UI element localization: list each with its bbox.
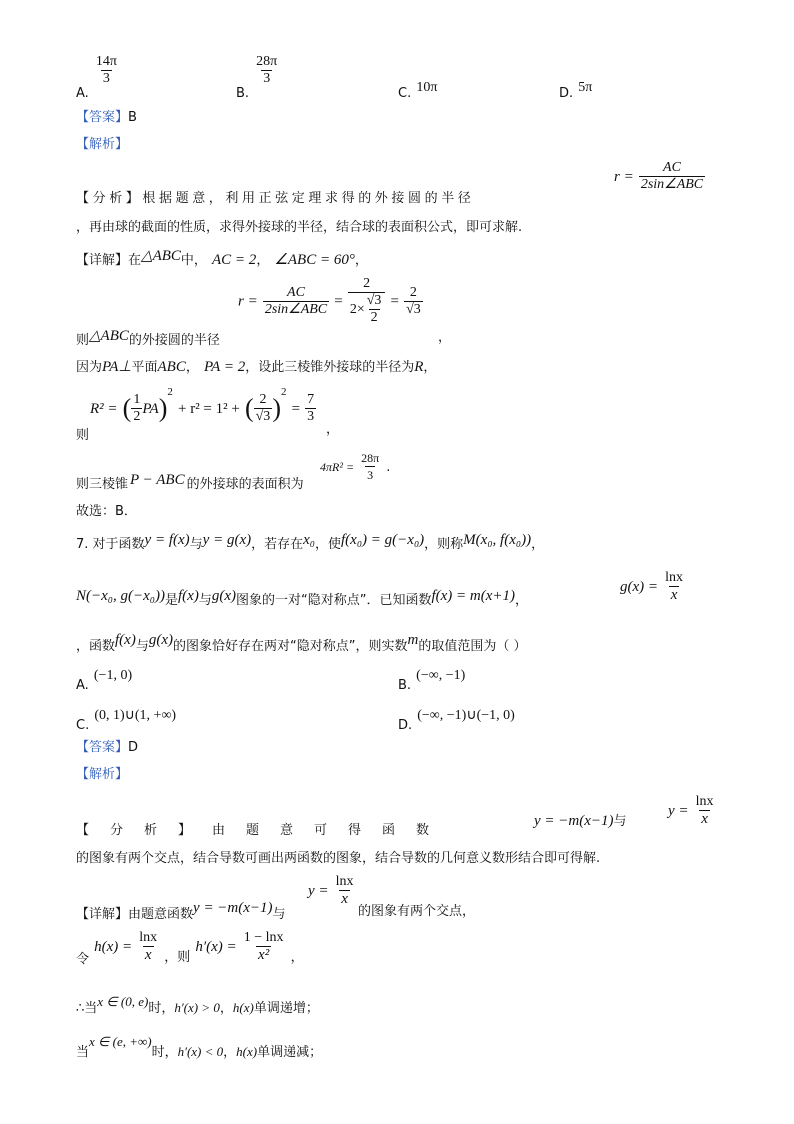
r-frac: [254, 392, 273, 425]
label: B.: [398, 678, 412, 693]
text: .: [386, 460, 391, 475]
q6-R-comma: ，: [326, 422, 340, 437]
num: 2: [363, 276, 371, 291]
q7-option-c: [76, 704, 176, 733]
q7-detail-line-3: [76, 994, 319, 1016]
q6-option-a-value: [94, 54, 119, 87]
q7-option-a: [76, 664, 132, 693]
q7-stem-line-3: [76, 632, 526, 654]
num: 7: [307, 392, 315, 407]
q6-option-d-label: D.: [559, 86, 574, 101]
math: h′(x) > 0: [174, 1000, 220, 1015]
q7-analysis-tag: 【解析】: [76, 767, 129, 782]
answer-tag: 【答案】: [76, 110, 129, 125]
math: =: [291, 401, 301, 417]
q6-analysis-formula: [614, 160, 705, 193]
den: 2: [370, 310, 378, 325]
text: 与: [189, 537, 203, 552]
label: A.: [76, 678, 89, 693]
text: 是: [164, 593, 178, 608]
math: △ABC: [141, 248, 181, 264]
q6-analysis-lead: 【分析】根据题意，利用正弦定理求得的外接圆的半径: [76, 191, 475, 206]
q6-answer: [76, 106, 137, 125]
math: f(x): [178, 588, 199, 604]
den-part: 2×: [349, 301, 365, 317]
text: 当: [76, 1045, 90, 1060]
q7-analysis-text: 【分析】由题意可得函数: [76, 823, 451, 838]
text: ，则: [164, 950, 191, 965]
q6-option-a-num: 14π: [95, 54, 117, 69]
text: ，使: [315, 537, 342, 552]
text: ，: [256, 253, 270, 268]
half-frac: [131, 392, 142, 425]
text: 则: [76, 333, 90, 348]
text: ，函数: [76, 639, 116, 654]
math: x ∈ (e, +∞): [89, 1034, 152, 1049]
q6-radius-formula: r = $\frac{AC}{\text{2sin∠ABC}}$ = 2 2× $\frac{√3}{2}$ = $\frac{2}{√3}$: [238, 276, 421, 325]
lhs: R² =: [90, 401, 118, 417]
label: D.: [398, 718, 413, 733]
question-number: 7. 对于函数: [76, 537, 145, 552]
q6-option-d-value: 5π: [578, 80, 593, 95]
lnx-frac: [334, 874, 356, 907]
q6-analysis-text: [76, 187, 474, 206]
text: 令: [76, 952, 90, 967]
math: h(x): [232, 1000, 254, 1015]
den: 3: [367, 468, 374, 482]
q6-option-b: [236, 54, 279, 101]
text: 在: [128, 253, 142, 268]
q7-detail-line-1-end: 的图象有两个交点，: [358, 904, 476, 919]
answer-value: B: [128, 110, 137, 125]
value: (−∞, −1): [416, 668, 466, 683]
text: 时，: [151, 1045, 178, 1060]
math: R: [414, 359, 424, 375]
q6-choose: 故选：B．: [76, 504, 137, 519]
text: 单调递增；: [253, 1001, 319, 1016]
q6-surface-line: [76, 472, 304, 492]
h-frac: [137, 930, 159, 963]
text: ，: [219, 1001, 233, 1016]
num: 1: [133, 392, 141, 407]
value: (−∞, −1)∪(−1, 0): [417, 708, 515, 723]
radius-frac-1: [263, 285, 329, 318]
q6-option-b-value: [254, 54, 279, 87]
math: + r² = 1² +: [177, 401, 240, 417]
text: ∴当: [76, 1001, 98, 1016]
den-compound: [348, 292, 386, 326]
math: PA⊥: [102, 359, 132, 375]
math: y = −m(x−1): [534, 813, 614, 829]
text: 则三棱锥: [76, 477, 129, 492]
num: √3: [366, 293, 382, 308]
math: h(x): [236, 1044, 258, 1059]
num: 2: [409, 284, 417, 300]
math: PA = 2: [203, 359, 246, 375]
lnx-frac: [694, 794, 716, 827]
text: 与: [272, 907, 286, 922]
num: lnx: [695, 794, 714, 809]
q6-detail-line-1: [76, 246, 368, 269]
result-frac: [305, 392, 316, 425]
den: √3: [406, 301, 421, 317]
text: ，: [515, 593, 529, 608]
q6-R-pre: 则: [76, 428, 90, 443]
q6-option-c-label: C.: [398, 86, 412, 101]
math: y = g(x): [202, 532, 252, 548]
math: M(x₀, f(x₀)): [463, 532, 532, 548]
math: g(x): [211, 588, 236, 604]
den-inner-frac: [365, 293, 384, 326]
q6-option-a-label: A.: [76, 86, 89, 101]
math: y =: [668, 803, 689, 819]
q6-pa-line: [76, 356, 436, 376]
math: x ∈ (0, e): [97, 994, 149, 1009]
radius-frac-2: [348, 276, 386, 326]
q7-analysis-continuation: 的图象有两个交点，结合导数可画出两函数的图象，结合导数的几何意义数形结合即可得解.: [76, 851, 601, 866]
q6-option-a: [76, 54, 119, 101]
detail-tag: 【详解】: [76, 253, 129, 268]
text: ，: [290, 950, 304, 965]
q6-option-b-num: 28π: [256, 54, 278, 69]
text: 时，: [148, 1001, 175, 1016]
text: 图象的一对“隐对称点”．已知函数: [236, 593, 432, 608]
q6-option-c-value: 10π: [416, 80, 438, 95]
math: y = f(x): [144, 532, 190, 548]
q7-analysis-formula: [534, 810, 627, 830]
q6-option-b-label: B.: [236, 86, 250, 101]
q6-analysis-tag: 【解析】: [76, 137, 129, 152]
answer-value: D: [128, 740, 139, 755]
g-frac: [663, 570, 685, 603]
q6-surface-formula: [320, 450, 390, 483]
q6-analysis-continuation: ，再由球的截面的性质，求得外接球的半径，结合球的表面积公式，即可求解.: [76, 220, 523, 235]
formula-lhs: r =: [614, 169, 634, 185]
math: m: [407, 632, 419, 648]
den: x: [701, 811, 708, 827]
text: ，设此三棱锥外接球的半径为: [245, 360, 415, 375]
text: 中，: [180, 253, 207, 268]
math: g(x): [148, 632, 174, 648]
radius-lhs: r =: [238, 293, 258, 310]
text: 与: [613, 814, 627, 829]
q6-option-c: [398, 76, 437, 101]
den: x: [670, 587, 678, 603]
math: h(x) =: [94, 939, 133, 955]
q6-radius-comma: ，: [438, 330, 452, 345]
den: 2sin∠ABC: [264, 301, 328, 317]
q7-stem-line-1: [76, 532, 544, 552]
math: ABC: [157, 359, 186, 375]
num: 28π: [361, 451, 380, 465]
den: 2: [133, 409, 141, 424]
text: 的图象恰好存在两对“隐对称点”，则实数: [173, 639, 408, 654]
q6-option-d: [559, 76, 592, 101]
q6-sphere-radius-formula: R² = ( $\frac{1}{2}$ PA)$^2$ + r² = 1² + ( $\frac{2}{√3}$ )$^2$ = $\frac{7}{3}$: [90, 386, 315, 424]
den: 3: [307, 409, 315, 424]
math: f(x₀) = g(−x₀): [341, 532, 425, 548]
q7-detail-line-2: [76, 930, 304, 967]
den: √3: [255, 409, 271, 424]
num: 1 − lnx: [243, 930, 284, 945]
formula-den: 2sin∠ABC: [640, 177, 704, 192]
text: ，: [223, 1045, 237, 1060]
math: y =: [308, 883, 329, 899]
math: h′(x) =: [195, 939, 237, 955]
formula-num: AC: [663, 160, 681, 175]
text: 的取值范围为（ ）: [418, 639, 527, 654]
text: ，则称: [424, 537, 464, 552]
math: f(x): [115, 632, 136, 648]
num: 2: [259, 392, 267, 407]
math: P − ABC: [130, 472, 185, 488]
radius-frac-3: [404, 285, 423, 318]
text: 由题意函数: [128, 907, 194, 922]
text: ，若存在: [251, 537, 304, 552]
detail-tag: 【详解】: [76, 907, 129, 922]
q6-option-b-den: 3: [263, 71, 271, 86]
math: △ABC: [89, 328, 129, 344]
text: 单调递减；: [257, 1045, 323, 1060]
math: N(−x₀, g(−x₀)): [76, 588, 165, 604]
q7-detail-line-1: [76, 900, 286, 922]
text: ，: [531, 537, 545, 552]
math: y = −m(x−1): [193, 900, 273, 916]
num: AC: [287, 284, 305, 300]
text: 平面: [131, 360, 158, 375]
hprime-frac: [242, 930, 286, 963]
q7-detail-line-4: [76, 1034, 322, 1060]
q7-answer: [76, 736, 138, 755]
text: 的外接圆的半径: [128, 333, 220, 348]
formula-fraction: [639, 160, 705, 193]
text: 因为: [76, 360, 103, 375]
den: x: [341, 891, 348, 907]
math: 4πR² =: [320, 460, 355, 474]
q7-analysis-formula-2: [668, 794, 716, 827]
math: PA: [142, 401, 159, 417]
value: (0, 1)∪(1, +∞): [94, 708, 177, 723]
math: f(x) = m(x+1): [431, 588, 516, 604]
num: lnx: [139, 930, 158, 945]
q6-radius-line: [76, 326, 220, 348]
math: x₀: [303, 532, 315, 548]
math: g(x) =: [620, 579, 659, 595]
text: 与: [198, 593, 212, 608]
q7-stem-line-2: [76, 588, 528, 608]
q7-option-b: [398, 664, 465, 693]
q7-g-formula: [620, 570, 685, 603]
text: 与: [135, 639, 149, 654]
text: ，: [354, 253, 368, 268]
answer-tag: 【答案】: [76, 740, 129, 755]
den: x²: [258, 947, 270, 963]
text: ，: [423, 360, 437, 375]
num: lnx: [665, 570, 684, 585]
text: ，: [185, 360, 199, 375]
surface-frac: [359, 450, 381, 483]
q6-option-a-den: 3: [102, 71, 110, 86]
q7-detail-formula-1: [308, 874, 356, 907]
math: ∠ABC = 60°: [274, 252, 355, 268]
math: h′(x) < 0: [177, 1044, 224, 1059]
den: x: [144, 947, 152, 963]
value: (−1, 0): [93, 668, 133, 683]
num: lnx: [335, 874, 354, 889]
math: AC = 2: [212, 252, 257, 268]
label: C.: [76, 718, 90, 733]
q7-option-d: [398, 704, 515, 733]
text: 的外接球的表面积为: [186, 477, 304, 492]
